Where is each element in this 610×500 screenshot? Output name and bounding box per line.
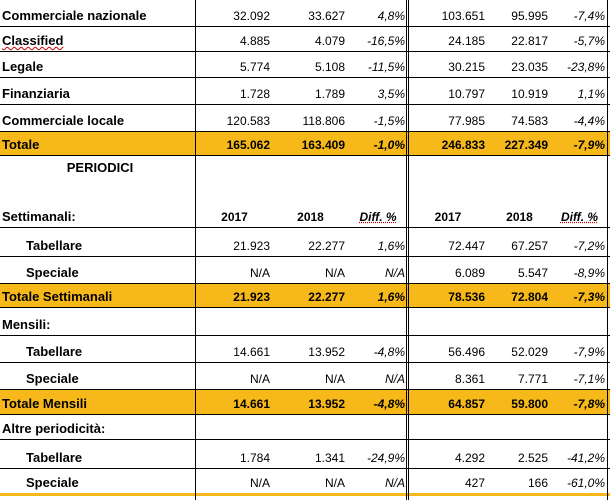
value-diff-b: -41,2%: [566, 451, 605, 465]
header-2017-b: 2017: [434, 210, 462, 224]
value-2017: 4.885: [239, 34, 270, 48]
total-row: [0, 284, 610, 308]
value-2017: 1.728: [239, 87, 270, 101]
column-divider: [195, 0, 196, 500]
table-row: [0, 363, 610, 390]
value-2017: 165.062: [226, 138, 270, 152]
row-label: Speciale: [26, 371, 79, 386]
value-2018-b: 95.995: [511, 9, 548, 23]
value-diff-b: -23,8%: [566, 60, 605, 74]
value-diff: 3,5%: [377, 87, 405, 101]
value-diff: N/A: [384, 266, 405, 280]
header-2018-b: 2018: [506, 210, 533, 224]
value-2017: 21.923: [233, 290, 270, 304]
value-2017-b: 6.089: [454, 266, 485, 280]
value-2018: 22.277: [308, 290, 345, 304]
row-label: Totale Settimanali: [2, 289, 113, 304]
header-diff: Diff. %: [359, 210, 397, 224]
header-2017: 2017: [221, 210, 248, 224]
value-2017-b: 103.651: [441, 9, 485, 23]
value-2017-b: 64.857: [448, 397, 485, 411]
value-2017: 1.784: [239, 451, 270, 465]
row-label: Legale: [2, 59, 44, 74]
table-row: [0, 0, 610, 27]
value-2017-b: 78.536: [448, 290, 485, 304]
table-row: [0, 257, 610, 284]
value-2017-b: 56.496: [448, 345, 485, 359]
value-2017: N/A: [249, 372, 270, 386]
column-divider: [406, 0, 407, 500]
value-2018: 13.952: [308, 345, 345, 359]
row-label-text: Classified: [2, 33, 64, 48]
row-label: Totale Mensili: [2, 396, 87, 411]
value-2017-b: 24.185: [448, 34, 485, 48]
row-label: Speciale: [26, 265, 79, 280]
row-label: Tabellare: [26, 238, 83, 253]
value-diff-b: -4,4%: [573, 114, 605, 128]
header-diff-b: Diff. %: [560, 210, 599, 224]
value-diff-b: -61,0%: [566, 476, 605, 490]
value-2018-b: 227.349: [504, 138, 548, 152]
value-2018-b: 10.919: [511, 87, 548, 101]
column-divider: [607, 0, 608, 500]
value-diff-b: -7,9%: [573, 138, 605, 152]
value-2018-b: 22.817: [511, 34, 548, 48]
table-row: [0, 336, 610, 363]
row-label: Tabellare: [26, 344, 83, 359]
value-2018: 1.789: [314, 87, 345, 101]
value-2018-b: 74.583: [511, 114, 548, 128]
row-label: Commerciale locale: [2, 113, 125, 128]
value-2018: N/A: [324, 476, 345, 490]
value-diff-b: -7,8%: [573, 397, 605, 411]
value-2017-b: 10.797: [448, 87, 485, 101]
row-label: Totale: [2, 137, 40, 152]
value-2017-b: 427: [464, 476, 485, 490]
value-diff: -16,5%: [366, 34, 405, 48]
value-diff-b: -7,2%: [573, 239, 605, 253]
value-2017-b: 72.447: [448, 239, 485, 253]
value-diff: -1,0%: [373, 138, 405, 152]
column-divider: [408, 0, 409, 500]
value-2017-b: 77.985: [448, 114, 485, 128]
value-diff: 4,8%: [377, 9, 405, 23]
header-2018: 2018: [297, 210, 324, 224]
total-row: [0, 390, 610, 415]
value-2017: 5.774: [239, 60, 270, 74]
value-2018: 163.409: [301, 138, 345, 152]
table-row: [0, 105, 610, 132]
value-2018-b: 72.804: [511, 290, 548, 304]
table-row: [0, 228, 610, 257]
value-2018: 33.627: [308, 9, 345, 23]
value-2017-b: 30.215: [448, 60, 485, 74]
value-2018: 4.079: [314, 34, 345, 48]
value-diff: -4,8%: [373, 397, 405, 411]
value-diff-b: -7,4%: [573, 9, 605, 23]
value-diff: N/A: [384, 476, 405, 490]
section-header-row: [0, 308, 610, 336]
row-label: Finanziaria: [2, 86, 70, 101]
row-label: [2, 27, 194, 51]
value-diff: 1,6%: [377, 290, 405, 304]
value-diff-b: -7,1%: [573, 372, 605, 386]
section-title: PERIODICI: [66, 160, 134, 175]
value-2017-b: 246.833: [441, 138, 485, 152]
value-diff-b: -7,3%: [573, 290, 605, 304]
section-header-row: [0, 415, 610, 440]
value-2018: N/A: [324, 266, 345, 280]
value-2017: 32.092: [233, 9, 270, 23]
row-label: Speciale: [26, 475, 79, 490]
value-diff-b: -5,7%: [573, 34, 605, 48]
value-2018-b: 5.547: [517, 266, 548, 280]
value-diff-b: -7,9%: [573, 345, 605, 359]
value-2018: 13.952: [308, 397, 345, 411]
section-header-row: [0, 156, 610, 228]
value-2018-b: 52.029: [511, 345, 548, 359]
value-diff: N/A: [384, 372, 405, 386]
row-label: Mensili:: [2, 317, 51, 332]
value-diff: -11,5%: [367, 60, 405, 74]
table-row: [0, 78, 610, 105]
value-2018-b: 166: [527, 476, 548, 490]
value-diff: -4,8%: [373, 345, 405, 359]
row-label: Tabellare: [26, 450, 83, 465]
value-2018: 118.806: [302, 114, 345, 128]
table-row: [0, 440, 610, 469]
value-2017: N/A: [249, 476, 270, 490]
value-2017: 14.661: [233, 397, 270, 411]
value-2018: 22.277: [308, 239, 345, 253]
table-row: [0, 469, 610, 496]
value-2017: N/A: [249, 266, 270, 280]
row-label: Settimanali:: [2, 209, 76, 224]
value-2017: 21.923: [233, 239, 270, 253]
value-diff-b: 1,1%: [577, 87, 605, 101]
value-2018-b: 67.257: [511, 239, 548, 253]
value-diff: 1,6%: [377, 239, 405, 253]
value-2018-b: 2.525: [517, 451, 548, 465]
value-2017: 14.661: [233, 345, 270, 359]
value-2017-b: 8.361: [454, 372, 485, 386]
value-2018: N/A: [324, 372, 345, 386]
value-2018: 5.108: [314, 60, 345, 74]
value-2018-b: 7.771: [517, 372, 548, 386]
value-2018: 1.341: [314, 451, 345, 465]
value-2017: 120.583: [226, 114, 270, 128]
value-2018-b: 59.800: [511, 397, 548, 411]
row-label: Altre periodicità:: [2, 421, 106, 436]
value-2018-b: 23.035: [511, 60, 548, 74]
row-label: Commerciale nazionale: [2, 8, 147, 23]
total-row: [0, 132, 610, 156]
value-diff-b: -8,9%: [573, 266, 605, 280]
value-diff: -24,9%: [366, 451, 405, 465]
table-row: [0, 27, 610, 52]
value-2017-b: 4.292: [454, 451, 485, 465]
table-row: [0, 52, 610, 78]
value-diff: -1,5%: [373, 114, 405, 128]
